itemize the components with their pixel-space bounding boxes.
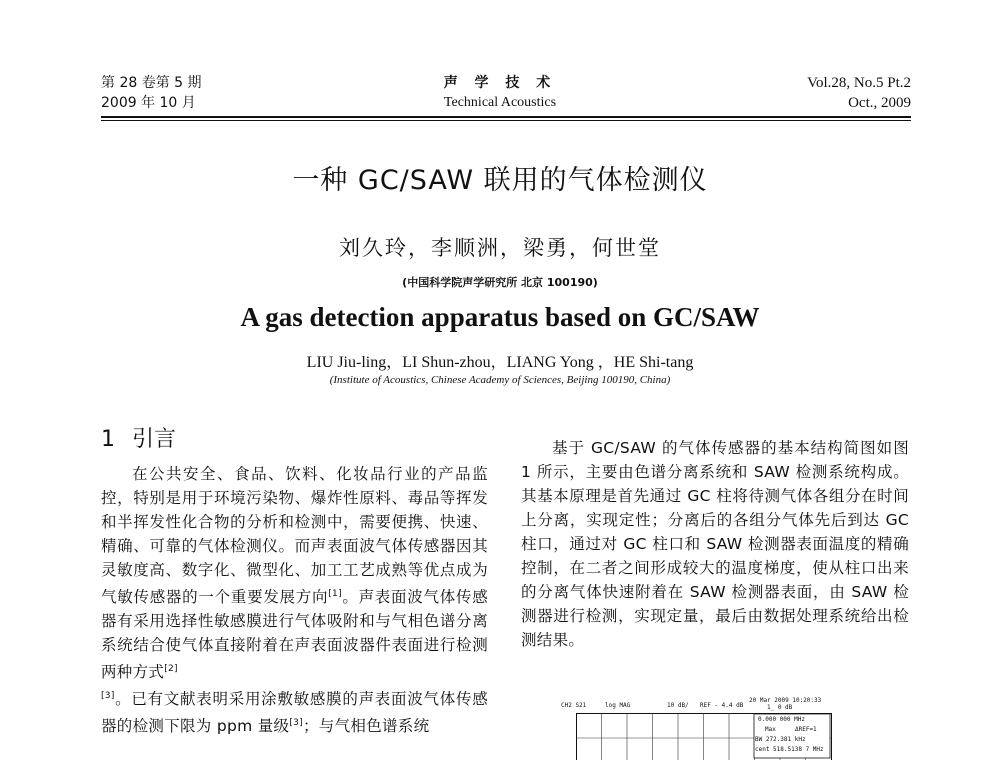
journal-volume: 第 28 卷第 5 期 [101,75,202,91]
issue-date-cn: 2009 年 10 月 [101,95,196,111]
figure-marker: 1_ 0 dB [767,704,793,711]
section-number: 1 [101,427,115,452]
figure-ref: REF - 4.4 dB [700,702,744,709]
authors-en: LIU Jiu-ling，LI Shun-zhou，LIANG Yong ，HE Shi-tang [306,354,694,371]
figure-center: cent 518.5138 7 MHz [755,746,824,753]
header-rule [101,116,911,118]
figure-1 [543,697,833,760]
affiliation-cn: (中国科学院声学研究所 北京 100190) [402,276,598,289]
citation: [2] [164,664,178,675]
para-text: 在公共安全、食品、饮料、化妆品行业的产品监控，特别是用于环境污染物、爆炸性原料、毒品等挥发和半挥发性化合物的分析和检测中，需要便携、快速、精确、可靠的气体检测仪。而声表面波气体传感器因其灵敏度高、数字化、微型化、加工工艺成熟等优点成为气敏传感器的一个重要发展方向 [101,465,488,607]
figure-bw: BW 272.381 kHz [755,736,806,743]
figure-datetime: 20 Mar 2009 10:20:33 [749,697,822,704]
figure-scale: 10 dB/ [667,702,689,709]
citation: [3] [101,691,115,702]
citation: [1] [328,589,342,599]
para-text: 。已有文献表明采用涂敷敏感膜的声表面波气体传感器的检测下限为 ppm 量级 [101,690,488,736]
volume-en: Vol.28, No.5 Pt.2 [807,75,911,91]
figure-format: log MAG [605,702,631,709]
section-title: 引言 [132,427,177,452]
figure-marker-freq: 0.000 000 MHz [758,716,805,723]
section-heading [101,422,176,453]
title-en: A gas detection apparatus based on GC/SAW [240,302,760,332]
figure-delta-ref: ΔREF=1 [795,726,817,733]
title-cn: 一种 GC/SAW 联用的气体检测仪 [292,165,708,196]
para-text: 。声表面波气体传感器有采用选择性敏感膜进行气体吸附和与气相色谱分离系统结合使气体直接附着在声表面波器件表面进行检测两种方式 [101,588,488,682]
figure-channel: CH2 S21 [561,702,587,709]
figure-max: Max [765,726,776,733]
header-rule-thin [101,120,911,121]
authors-cn: 刘久玲，李顺洲，梁勇，何世堂 [339,236,661,260]
issue-date-en: Oct., 2009 [848,95,911,111]
journal-name-cn: 声 学 技 术 [443,75,557,91]
journal-name-en: Technical Acoustics [443,95,557,110]
citation: [3] [289,718,303,729]
right-column-paragraph: 基于 GC/SAW 的气体传感器的基本结构简图如图 1 所示，主要由色谱分离系统和 SAW 检测系统构成。其基本原理是首先通过 GC 柱将待测气体各组分在时间上分离，实现定性；分离后的各组分气体先后到达 GC 柱口，通过对 GC 柱口和 SAW 检测器表面温度的精确控制，在二者之间形成较大的温度梯度，使从柱口出来的分离气体快速附着在 SAW 检测器表面，由 SAW 检测器进行检测，实现定量，最后由数据处理系统给出检测结果。 [521,439,909,649]
left-column-paragraph [101,462,488,739]
para-text: ；与气相色谱系统 [303,717,430,736]
affiliation-en: (Institute of Acoustics, Chinese Academy of Sciences, Beijing 100190, China) [329,374,671,386]
